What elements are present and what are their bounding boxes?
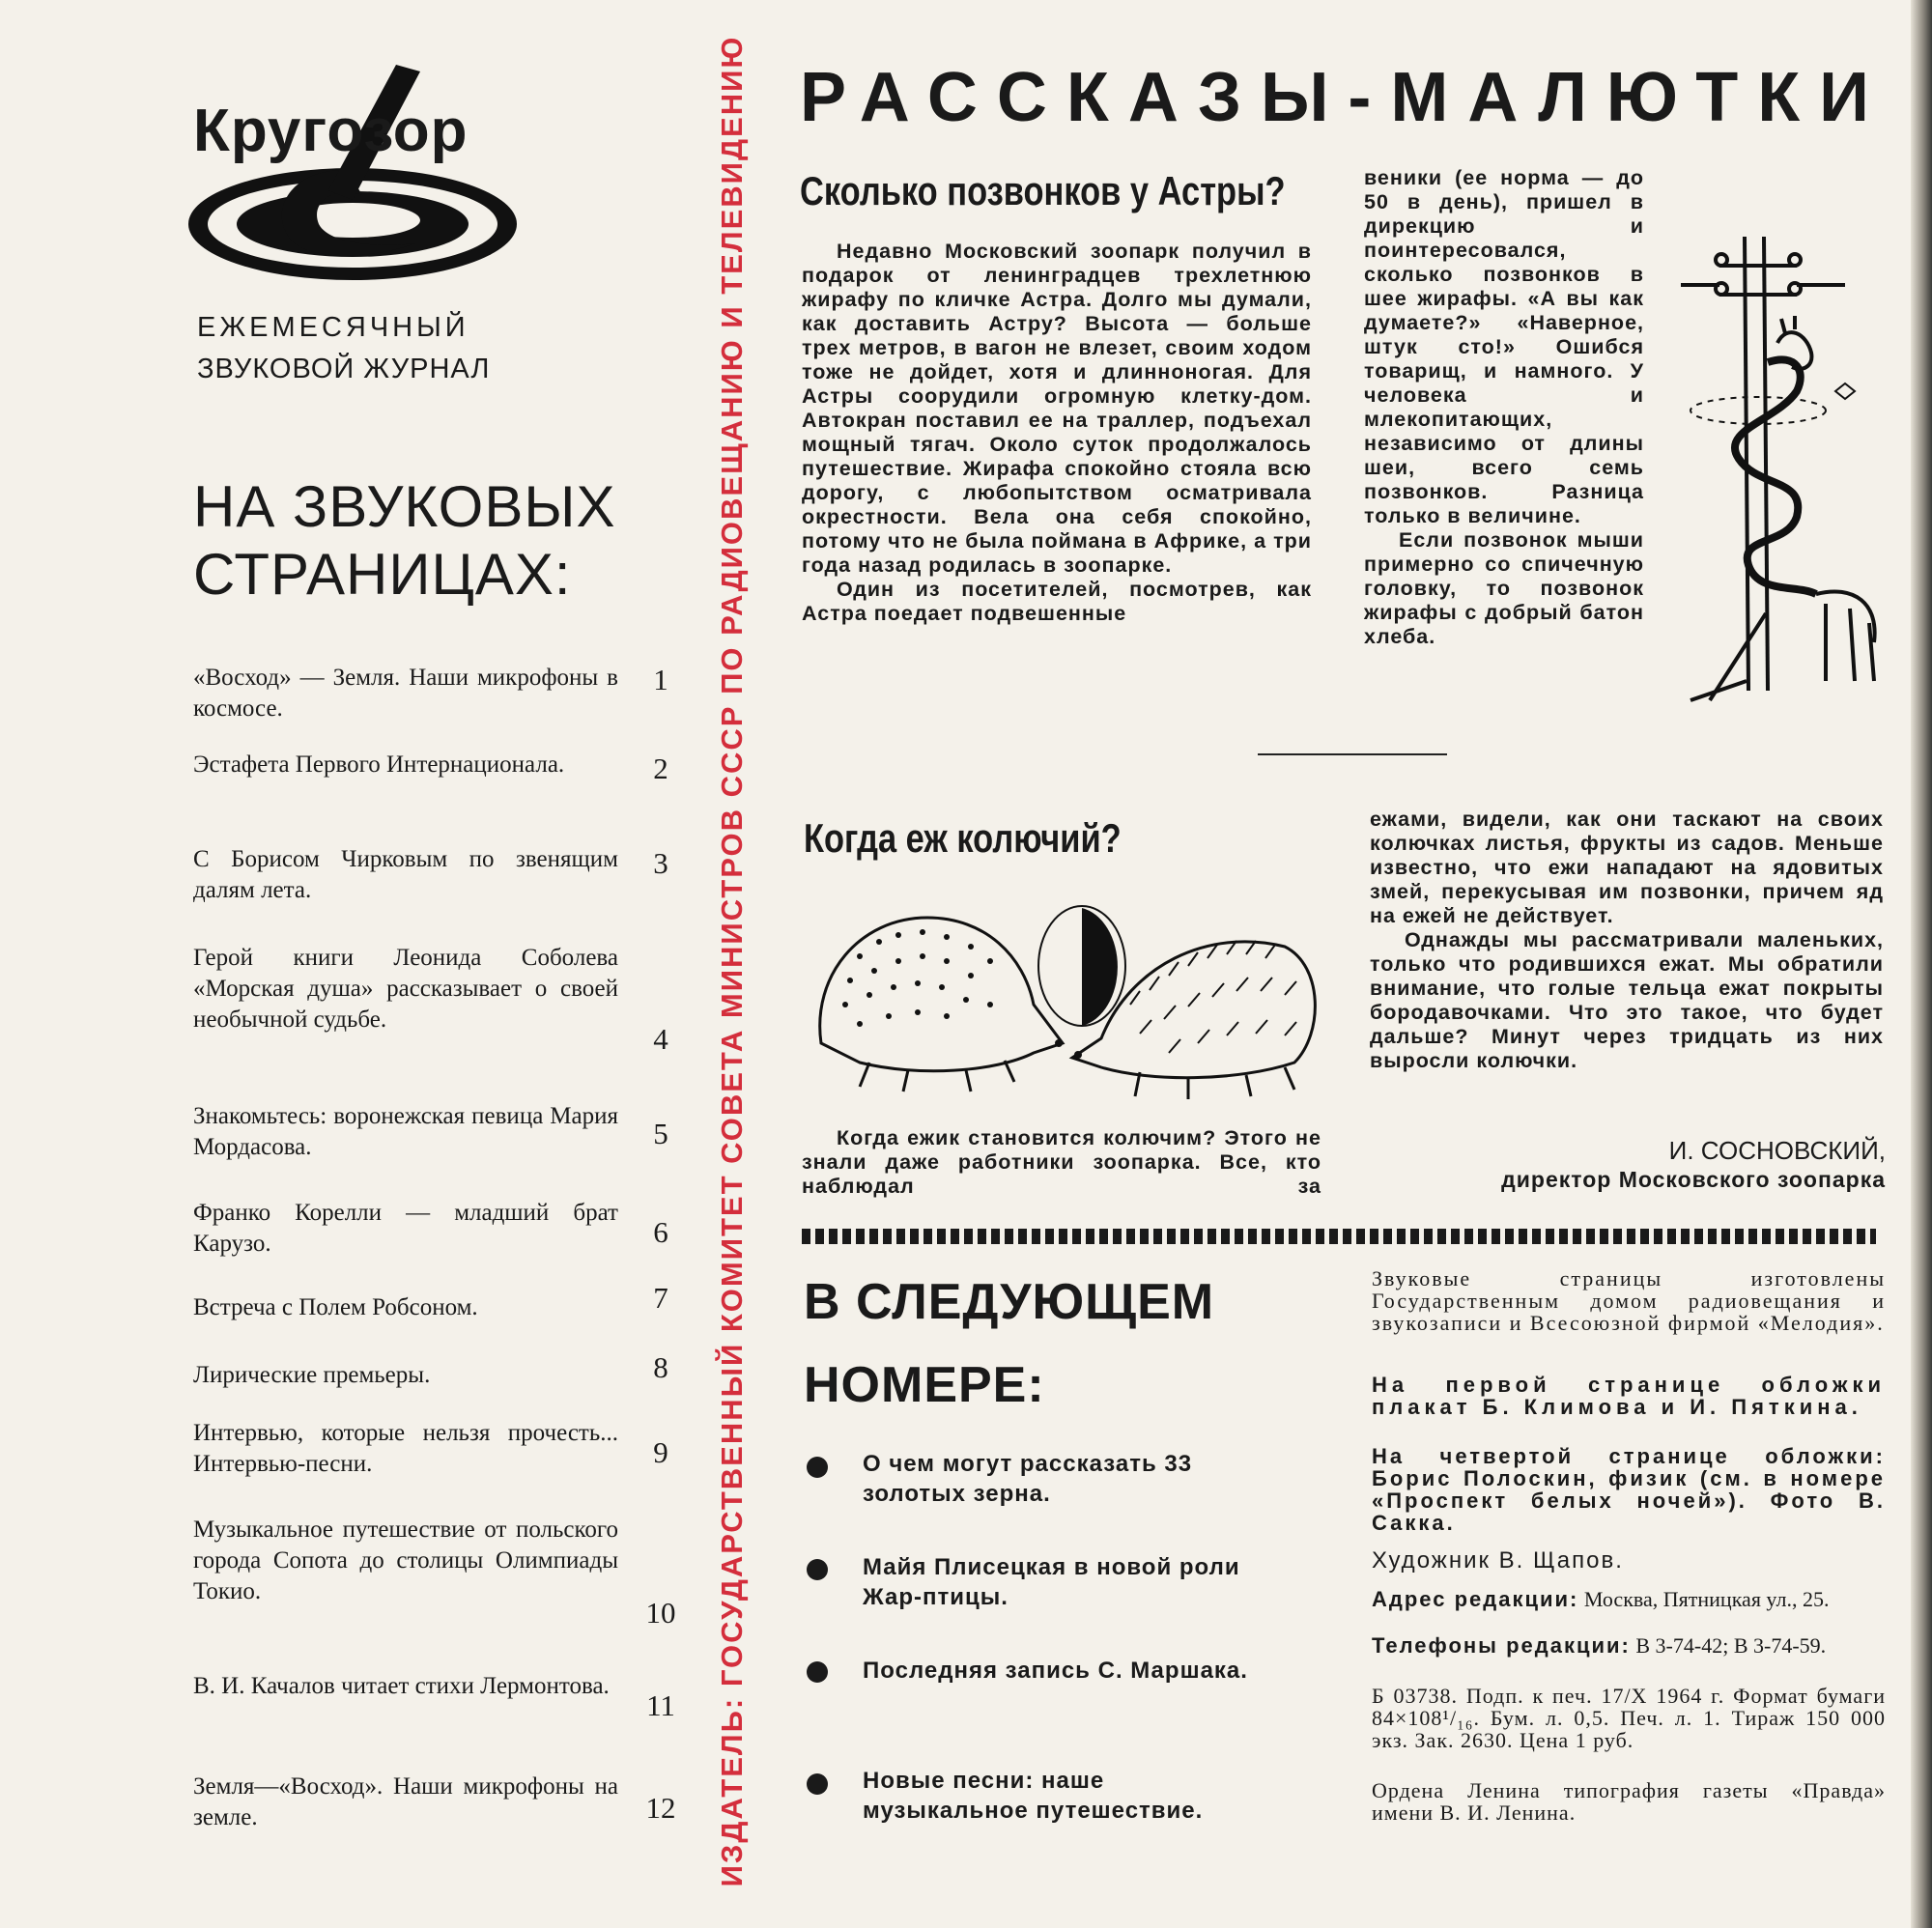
toc-number: 12 [645, 1791, 676, 1825]
section-divider [1258, 753, 1447, 755]
toc-heading-line2: СТРАНИЦАХ: [193, 542, 572, 607]
address-value: Москва, Пятницкая ул., 25. [1583, 1587, 1830, 1611]
toc-item: Герой книги Леонида Соболева «Морская душа» рассказывает о своей необычной судьбе. [193, 945, 618, 1033]
main-heading: РАССКАЗЫ-МАЛЮТКИ [800, 59, 1889, 136]
toc-item: В. И. Качалов читает стихи Лермонтова. [193, 1673, 610, 1699]
toc-item: Встреча с Полем Робсоном. [193, 1294, 478, 1320]
toc-number: 9 [653, 1435, 668, 1469]
imprint-cover-first: На первой странице обложки плакат Б. Климова и И. Пяткина. [1372, 1373, 1886, 1419]
logo-text: Кругозор [193, 98, 469, 164]
next-issue-item: Последняя запись С. Маршака. [863, 1658, 1248, 1684]
author-role: директор Московского зоопарка [1501, 1167, 1886, 1192]
toc-number: 7 [653, 1281, 668, 1315]
imprint-cover-fourth: На четвертой странице обложки: Борис Полоскин, физик (см. в номере «Проспект белых ночей»). Фото В. Сакка. [1372, 1444, 1886, 1535]
story2-title: Когда еж колючий? [804, 815, 1122, 861]
imprint-production: Звуковые страницы изготовлены Государственным домом радиовещания и звукозаписи и Всесоюзной фирмой «Мелодия». [1372, 1266, 1886, 1335]
toc-number: 10 [645, 1596, 676, 1630]
phones-label: Телефоны редакции: [1372, 1633, 1631, 1658]
imprint-address [1372, 1588, 1886, 1610]
story1-col1-para2: Один из посетителей, посмотрев, как Астра поедает подвешенные [802, 578, 1312, 625]
toc-item: С Борисом Чирковым по звенящим далям лета. [193, 846, 618, 903]
toc-heading-line1: НА ЗВУКОВЫХ [193, 474, 616, 539]
imprint-print-details: Б 03738. Подп. к печ. 17/X 1964 г. Формат бумаги 84×108¹/₁₆. Бум. л. 0,5. Печ. л. 1. Тираж 150 000 экз. Зак. 2630. Цена 1 руб. [1372, 1684, 1886, 1752]
publisher-text: ИЗДАТЕЛЬ: ГОСУДАРСТВЕННЫЙ КОМИТЕТ СОВЕТА МИНИСТРОВ СССР ПО РАДИОВЕЩАНИЮ И ТЕЛЕВИДЕНИЮ [715, 35, 749, 1887]
toc-number: 2 [653, 751, 668, 785]
toc-heading [193, 473, 616, 609]
toc-number: 3 [653, 846, 668, 880]
toc-item: Земля—«Восход». Наши микрофоны на земле. [193, 1773, 618, 1830]
story2-caption: Когда ежик становится колючим? Этого не знали даже работники зоопарка. Все, кто наблюдал за [802, 1126, 1321, 1198]
address-label: Адрес редакции: [1372, 1587, 1579, 1611]
author-name: И. СОСНОВСКИЙ, [1668, 1136, 1886, 1165]
story1-col2-para1: веники (ее норма — до 50 в день), пришел в дирекцию и поинтересовался, сколько позвонков в шее жирафы. «А вы как думаете?» «Наверное, штук сто!» Ошибся товарищ, и намного. У человека и млекопитающих, независимо от длины шеи, всего семь позвонков. Разница только в величине. [1364, 166, 1644, 527]
magazine-subtitle [197, 307, 490, 390]
toc-item: Интервью, которые нельзя прочесть... Интервью-песни. [193, 1420, 618, 1477]
publisher-vertical-band [703, 35, 761, 1887]
next-issue-item: О чем могут рассказать 33 золотых зерна. [863, 1451, 1193, 1507]
toc-number: 1 [653, 663, 668, 696]
story2-col2-para2: Однажды мы рассматривали маленьких, только что родившихся ежат. Мы обратили внимание, что голые тельца ежат покрыты бородавочками. Что это такое, что будет дальше? Минут через тридцать из них выросли колючки. [1370, 928, 1884, 1072]
toc-item: Музыкальное путешествие от польского города Сопота до столицы Олимпиады Токио. [193, 1517, 618, 1604]
toc-number: 8 [653, 1350, 668, 1384]
bullet-icon [807, 1559, 828, 1580]
imprint-artist: Художник В. Щапов. [1372, 1547, 1624, 1574]
story1-col2-para2: Если позвонок мыши примерно со спичечную головку, то позвонок жирафы с добрый батон хлеба. [1364, 528, 1644, 648]
story2-col2-para1: ежами, видели, как они таскают на своих колючках листья, фрукты из садов. Меньше известно, что ежи нападают на ядовитых змей, перекусывая им позвонки, причем яд на ежей не действует. [1370, 808, 1884, 927]
story1-col1-para1: Недавно Московский зоопарк получил в подарок от ленинградцев трехлетнюю жирафу по кличке Астра. Долго мы думали, как доставить Астру? Высота — больше трех метров, в вагон не влезет, своим ходом тоже не дойдет, хотя и длинноногая. Для Астры соорудили огромную клетку-дом. Автокран поставил ее на траллер, подъехал мощный тягач. Около суток продолжалось путешествие. Жирафа спокойно стояла всю дорогу, с любопытством осматривала окрестности. Вела она себя спокойно, потому что не была поймана в Африке, а три года назад родилась в зоопарке. [802, 240, 1312, 577]
subtitle-line2: ЗВУКОВОЙ ЖУРНАЛ [197, 354, 491, 384]
toc-number: 11 [646, 1688, 675, 1722]
subtitle-line1: ЕЖЕМЕСЯЧНЫЙ [197, 312, 469, 343]
imprint-phones [1372, 1634, 1886, 1657]
toc-number: 6 [653, 1215, 668, 1249]
story1-column1 [802, 240, 1312, 626]
toc-item: Франко Корелли — младший брат Карузо. [193, 1200, 618, 1257]
imprint-printer: Ордена Ленина типография газеты «Правда» имени В. И. Ленина. [1372, 1778, 1886, 1825]
bullet-icon [807, 1661, 828, 1683]
toc-item: «Восход» — Земля. Наши микрофоны в космосе. [193, 665, 618, 722]
next-issue-heading-line2: НОМЕРЕ: [804, 1357, 1045, 1413]
dotted-divider [802, 1229, 1876, 1244]
next-issue-item: Новые песни: наше музыкальное путешествие. [863, 1768, 1204, 1824]
toc-item: Знакомьтесь: воронежская певица Мария Мордасова. [193, 1103, 618, 1160]
hedgehogs-illustration-icon [802, 898, 1323, 1111]
story1-title: Сколько позвонков у Астры? [800, 168, 1286, 213]
toc-item: Эстафета Первого Интернационала. [193, 751, 565, 778]
story1-column2 [1364, 166, 1644, 649]
toc-number: 5 [653, 1117, 668, 1150]
giraffe-pole-illustration-icon [1681, 227, 1893, 710]
toc-item: Лирические премьеры. [193, 1362, 431, 1388]
next-issue-item: Майя Плисецкая в новой роли Жар-птицы. [863, 1554, 1240, 1610]
bullet-icon [807, 1457, 828, 1478]
toc-number: 4 [653, 1022, 668, 1056]
page-edge [1911, 0, 1932, 1928]
next-issue-heading-line1: В СЛЕДУЮЩЕМ [804, 1274, 1215, 1330]
next-issue-heading [804, 1261, 1214, 1427]
bullet-icon [807, 1773, 828, 1795]
phones-value: В 3-74-42; В 3-74-59. [1635, 1633, 1827, 1658]
story2-column2 [1370, 808, 1884, 1073]
